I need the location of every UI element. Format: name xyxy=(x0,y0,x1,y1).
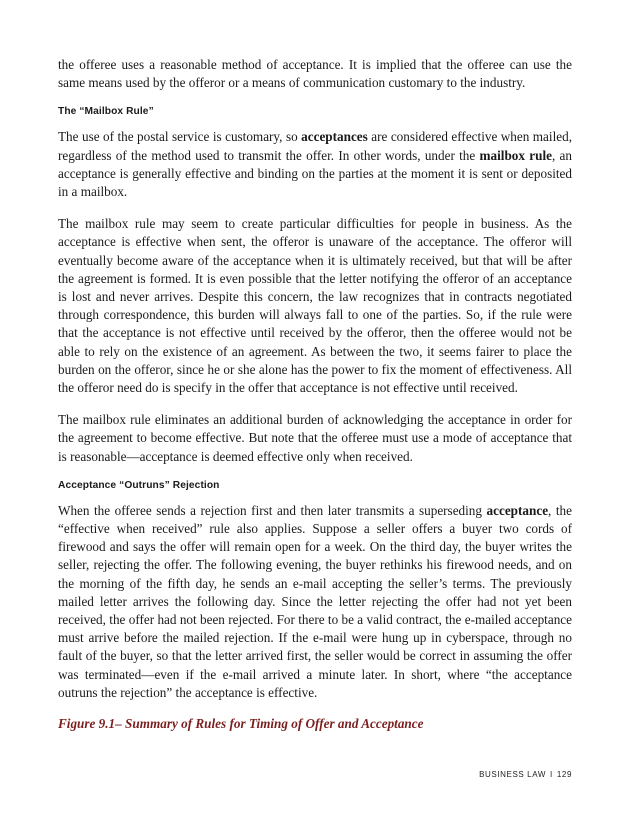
footer-page-number: 129 xyxy=(556,770,572,779)
mailbox-rule-paragraph-3: The mailbox rule eliminates an additional burden of acknowledging the acceptance in order for the agreement to become effective. But note that the offeree must use a mode of acceptance that is reasonable—acceptance is deemed effective only when received. xyxy=(58,412,572,464)
text-run: , the “effective when received” rule also applies. Suppose a seller offers a buyer two cords of firewood and says the offer will remain open for a week. On the third day, the buyer writes the seller, rejecting the offer. The following evening, the buyer rethinks his firewood needs, and on the morning of the fifth day, he sends an e-mail accepting the seller’s terms. The previously mailed letter arrives the following day. Since the letter rejecting the offer had not yet been received, the offer had not been rejected. For there to be a valid contract, the e-mailed acceptance must arrive before the mailed rejection. If the e-mail were hung up in cyberspace, through no fault of the buyer, so that the letter arrived first, the seller would be correct in assuming the offer was terminated—even if the e-mail arrived a minute later. In short, where “the acceptance outruns the rejection” the acceptance is effective. xyxy=(58,502,572,700)
intro-paragraph: the offeree uses a reasonable method of acceptance. It is implied that the offeree can use the same means used by the offeror or a means of communication customary to the industry. xyxy=(58,57,572,91)
term-mailbox-rule: mailbox rule xyxy=(479,147,552,163)
text-run: , an acceptance is generally effective and binding on the parties at the moment it is sent or deposited in a mailbox. xyxy=(58,147,572,200)
term-acceptance: acceptance xyxy=(486,502,549,518)
figure-caption: Figure 9.1– Summary of Rules for Timing of Offer and Acceptance xyxy=(58,716,424,732)
outruns-rejection-paragraph xyxy=(58,502,572,702)
mailbox-rule-heading: The “Mailbox Rule” xyxy=(58,106,154,118)
page-content xyxy=(58,56,572,732)
text-run: When the offeree sends a rejection first and then later transmits a superseding xyxy=(58,502,487,518)
footer-separator: I xyxy=(550,770,553,779)
footer-book-title: BUSINESS LAW xyxy=(479,770,547,779)
page-footer xyxy=(479,770,572,779)
term-acceptances: acceptances xyxy=(301,129,368,145)
outruns-rejection-heading: Acceptance “Outruns” Rejection xyxy=(58,479,220,491)
text-run: The use of the postal service is customary, so xyxy=(58,129,302,145)
text-run: are considered effective when mailed, regardless of the method used to transmit the offer. In other words, under the xyxy=(58,129,572,163)
mailbox-rule-paragraph-2: The mailbox rule may seem to create particular difficulties for people in business. As the acceptance is effective when sent, the offeror is unaware of the acceptance. The offeror will eventually become aware of the acceptance when it is ultimately received, but that will be after the agreement is formed. It is even possible that the letter notifying the offeror of an acceptance is lost and never arrives. Despite this concern, the law recognizes that in contracts negotiated through correspondence, this burden will always fall to one of the parties. So, if the rule were that the acceptance is not effective until received by the offeror, then the offeree would not be able to rely on the existence of an agreement. As between the two, it seems fairer to place the burden on the offeror, since he or she alone has the power to fix the moment of effectiveness. All the offeror need do is specify in the offer that acceptance is not effective until received. xyxy=(58,216,572,396)
mailbox-rule-paragraph-1 xyxy=(58,128,572,201)
